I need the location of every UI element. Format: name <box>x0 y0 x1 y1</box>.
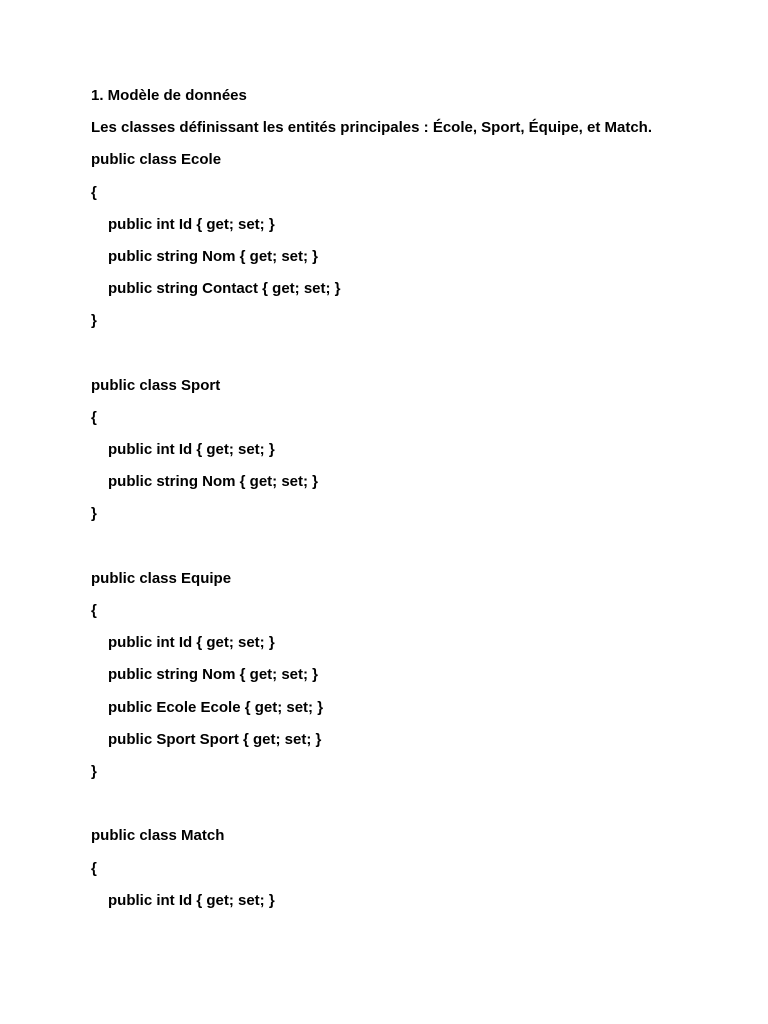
class-open-brace: { <box>91 602 97 619</box>
intro-paragraph: Les classes définissant les entités principales : École, Sport, Équipe, et Match. <box>91 119 653 137</box>
class-declaration-equipe: public class Equipe <box>91 569 232 587</box>
class-declaration-sport: public class Sport <box>91 376 221 394</box>
blank-line <box>91 535 731 567</box>
class-member: public string Nom { get; set; } <box>108 247 319 265</box>
class-close-brace: } <box>91 505 97 523</box>
class-member: public int Id { get; set; } <box>108 634 275 652</box>
class-open-brace: { <box>91 183 97 201</box>
document-content <box>91 84 731 921</box>
class-declaration-match: public class Match <box>91 827 225 845</box>
class-member: public Sport Sport { get; set; } <box>108 730 322 748</box>
class-declaration-ecole: public class Ecole <box>91 151 222 169</box>
class-close-brace: } <box>91 312 97 330</box>
class-member: public Ecole Ecole { get; set; } <box>108 698 324 716</box>
class-member: public int Id { get; set; } <box>108 215 275 233</box>
class-member: public int Id { get; set; } <box>108 891 275 909</box>
blank-line <box>91 792 731 824</box>
class-close-brace: } <box>91 762 97 780</box>
class-member: public string Contact { get; set; } <box>108 280 341 298</box>
class-member: public string Nom { get; set; } <box>108 473 319 491</box>
class-member: public int Id { get; set; } <box>108 441 275 459</box>
class-open-brace: { <box>91 408 97 426</box>
class-open-brace: { <box>91 859 97 877</box>
class-member: public string Nom { get; set; } <box>108 666 319 684</box>
blank-line <box>91 342 731 374</box>
section-heading: 1. Modèle de données <box>91 87 247 104</box>
